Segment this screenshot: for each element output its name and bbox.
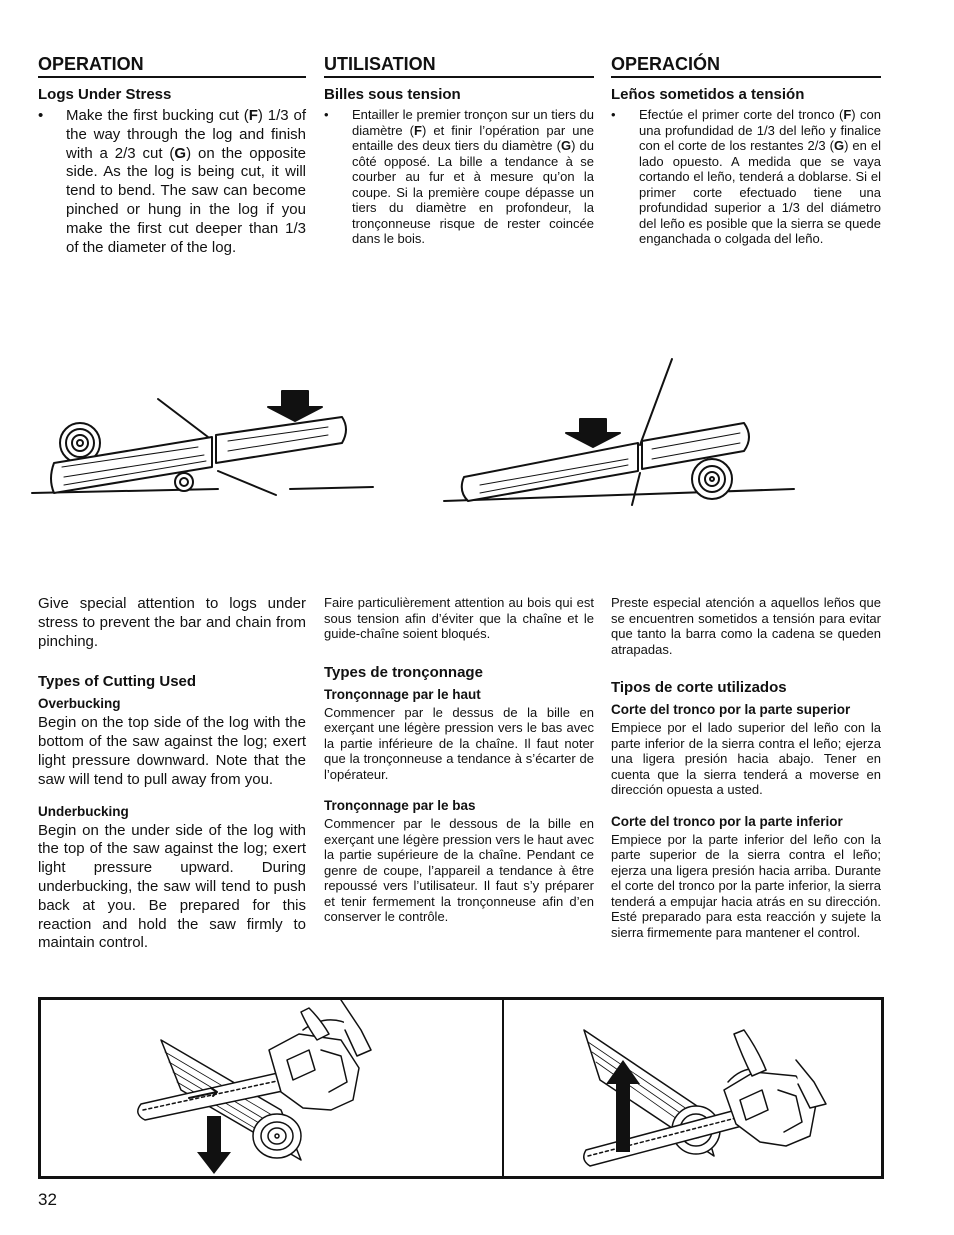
bullet-label-g: G bbox=[833, 138, 845, 153]
french-subheading: Billes sous tension bbox=[324, 86, 461, 103]
bullet-text-2: ) 1/3 of the way through the log and finish with a 2/3 cut ( bbox=[66, 107, 306, 162]
spanish-subheading: Leños sometidos a tensión bbox=[611, 86, 805, 103]
english-underbucking-text: Begin on the under side of the log with the top of the saw against the log; exert light pressure upward. During underbucking, the saw will tend to push back at you. Be prepared for this reaction and hold the saw firmly to maintain control. bbox=[38, 821, 306, 952]
french-attention: Faire particulièrement attention au bois qui est sous tension afin d’éviter que la chaîne et le guide-chaîne soient bloqués. bbox=[324, 595, 594, 641]
english-bullet bbox=[38, 107, 306, 257]
french-overbucking-text: Commencer par le dessus de la bille en exerçant une légère pression vers le bas avec la partie inférieure de la chaîne. Il faut noter que la tronçonneuse a tendance à s’écarter de l’opérateur. bbox=[324, 704, 594, 782]
overbucking-illustration bbox=[41, 1000, 501, 1176]
spanish-overbucking-heading: Corte del tronco por la parte superior bbox=[611, 702, 851, 717]
french-heading: UTILISATION bbox=[324, 54, 594, 78]
spanish-underbucking-text: Empiece por la parte inferior del leño con la parte superior de la sierra contra el leño; ejerza una ligera presión hacia arriba. Durante el corte del tronco por la parte inferior, la sierra tenderá a empujar hacia atrás en su dirección. Esté preparado para esta reacción y sujete la sierra firmemente para mantener el control. bbox=[611, 831, 881, 940]
bullet-label-f: F bbox=[248, 107, 258, 124]
bullet-dot: • bbox=[611, 107, 616, 122]
spanish-attention: Preste especial atención a aquellos leños que se encuentren sometidos a tensión para evitar que tanto la barra como la cadena se queden atrapadas. bbox=[611, 595, 881, 657]
bullet-text-1: Entailler le premier tronçon sur un tiers du diamètre ( bbox=[352, 107, 594, 138]
bullet-text-1: Make the first bucking cut ( bbox=[66, 107, 249, 124]
spanish-overbucking-text: Empiece por el lado superior del leño con la parte inferior de la sierra contra el leño; ejerza una ligera presión hacia abajo. Tener en cuenta que la sierra tenderá a moverse en dirección opuesta a usted. bbox=[611, 720, 881, 797]
french-underbucking-heading: Tronçonnage par le bas bbox=[324, 798, 476, 813]
french-overbucking-heading: Tronçonnage par le haut bbox=[324, 686, 481, 702]
english-column-bottom bbox=[38, 595, 306, 953]
english-overbucking-text: Begin on the top side of the log with the bottom of the saw against the log; exert light pressure downward. Note that the saw will tend to pull away from you. bbox=[38, 714, 306, 788]
bullet-text-3: ) on the opposite side. As the log is being cut, it will tend to bend. The saw can become pinched or hung in the log if you make the first cut deeper than 1/3 of the diameter of the log. bbox=[66, 144, 306, 256]
english-underbucking-heading: Underbucking bbox=[38, 803, 129, 819]
spanish-types-heading: Tipos de corte utilizados bbox=[611, 679, 787, 696]
bullet-label-f: F bbox=[843, 107, 852, 122]
bullet-dot: • bbox=[324, 107, 329, 122]
bullet-text-3: ) en el lado opuesto. A medida que se vaya cortando el leño, tenderá a doblarse. Si el primer corte efectuado tiene una profundidad superior a 1/3 del diámetro del leño es posible que la sierra se quede enganchada o colgada del leño. bbox=[639, 138, 881, 246]
french-types-heading: Types de tronçonnage bbox=[324, 663, 483, 681]
bullet-text-2: ) con una profundidad de 1/3 del leño y finalice con el corte de los restantes 2/3 ( bbox=[639, 107, 881, 153]
french-bullet bbox=[324, 107, 594, 247]
english-subheading: Logs Under Stress bbox=[38, 86, 172, 103]
spanish-bullet bbox=[611, 107, 881, 247]
page-number: 32 bbox=[38, 1190, 57, 1209]
spanish-underbucking-heading: Corte del tronco por la parte inferior bbox=[611, 813, 843, 829]
french-column-top bbox=[324, 54, 594, 247]
bullet-label-g: G bbox=[560, 138, 572, 153]
spanish-column-bottom bbox=[611, 595, 881, 940]
english-column-top bbox=[38, 54, 306, 257]
spanish-column-top bbox=[611, 54, 881, 247]
english-types-heading: Types of Cutting Used bbox=[38, 673, 197, 691]
bullet-text-1: Efectúe el primer corte del tronco ( bbox=[639, 107, 844, 122]
french-underbucking-text: Commencer par le dessous de la bille en exerçant une légère pression vers le haut avec la partie supérieure de la chaîne. Pendant ce genre de coupe, l’appareil a tendance à être repoussé vers l’utilisateur. Il faut s’y préparer et tenir fermement la tronçonneuse afin d’en conserver le contrôle. bbox=[324, 816, 594, 924]
english-heading: OPERATION bbox=[38, 54, 306, 78]
bullet-text-2: ) et finir l’opération par une entaille des deux tiers du diamètre ( bbox=[352, 122, 594, 153]
underbucking-illustration bbox=[504, 1000, 881, 1176]
bucking-figure-box bbox=[38, 997, 884, 1179]
spanish-heading: OPERACIÓN bbox=[611, 54, 881, 78]
log-supported-middle-diagram bbox=[444, 359, 794, 505]
english-overbucking-heading: Overbucking bbox=[38, 696, 121, 712]
bullet-dot: • bbox=[38, 107, 44, 124]
english-attention: Give special attention to logs under stress to prevent the bar and chain from pinching. bbox=[38, 595, 306, 650]
french-column-bottom bbox=[324, 595, 594, 925]
logs-under-stress-illustration bbox=[28, 355, 798, 515]
bullet-label-g: G bbox=[174, 144, 187, 162]
bullet-label-f: F bbox=[414, 122, 422, 138]
bullet-text-3: ) du côté opposé. La bille a tendance à se courber au fur et à mesure qu’on la coupe. Si la première coupe dépasse un tiers du diamètre en profondeur, la tronçonneuse risque de rester coincée dans le bois. bbox=[352, 138, 594, 246]
log-supported-ends-diagram bbox=[32, 391, 373, 495]
downward-pressure-arrow bbox=[197, 1116, 231, 1174]
